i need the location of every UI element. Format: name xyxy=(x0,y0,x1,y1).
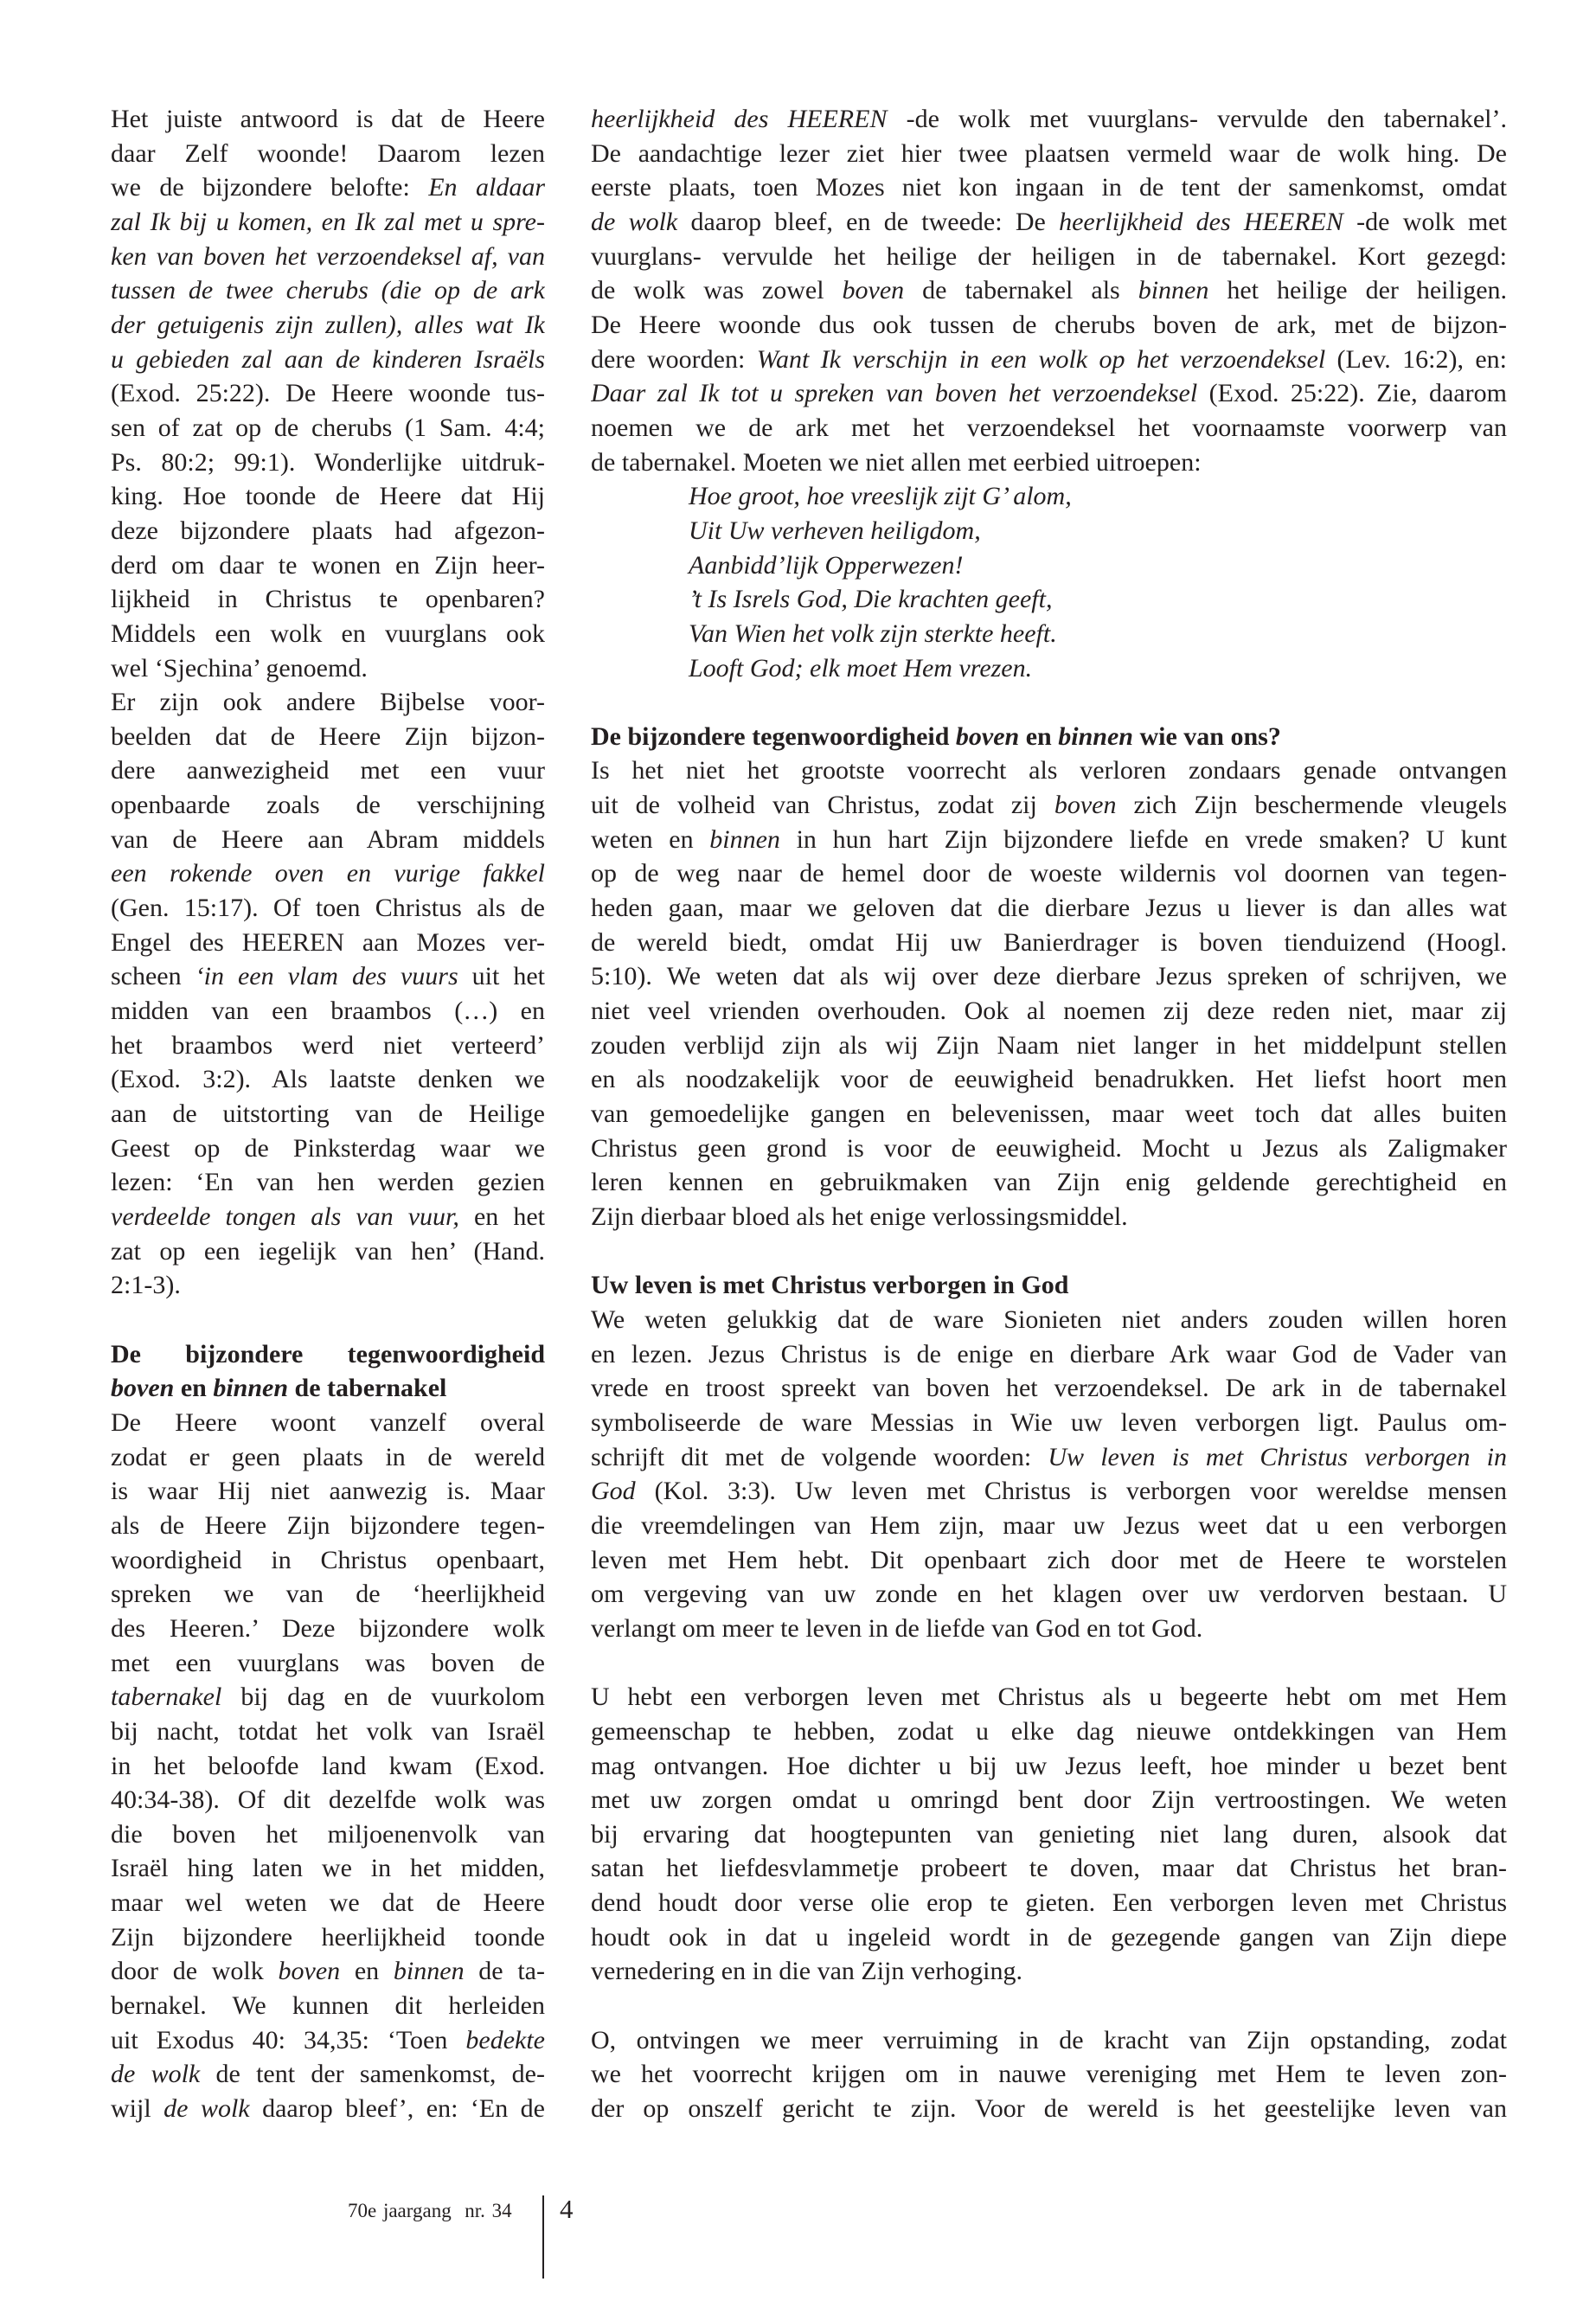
italic-text: God xyxy=(591,1477,636,1506)
text-line xyxy=(591,1474,1507,1509)
text-run: schrijft dit met de volgende woorden: xyxy=(591,1442,1048,1471)
text-line xyxy=(591,1406,1507,1440)
text-line xyxy=(111,720,545,754)
text-run: uit Exodus 40: 34,35: ‘Toen xyxy=(111,2025,466,2054)
text-line xyxy=(111,926,545,960)
italic-text: boven xyxy=(842,276,905,305)
text-run: maar wel weten we dat de Heere xyxy=(111,1888,545,1918)
text-run: als de Heere Zijn bijzondere tegen- xyxy=(111,1510,545,1540)
text-line xyxy=(591,2057,1507,2092)
text-run: de wereld biedt, omdat Hij uw Banierdrager is boven tienduizend (Hoogl. xyxy=(591,927,1507,957)
text-run: derd om daar te wonen en Zijn heer- xyxy=(111,550,545,580)
text-run: daar Zelf woonde! Daarom lezen xyxy=(111,138,545,168)
poem-line xyxy=(591,479,1507,514)
text-line xyxy=(111,1268,545,1303)
text-run: om vergeving van uw zonde en het klagen over uw verdorven bestaan. U xyxy=(591,1580,1507,1609)
poem-line xyxy=(591,651,1507,686)
text-run: Israël hing laten we in het midden, xyxy=(111,1854,545,1883)
text-run: -de wolk met vuurglans- vervulde den tabernakel’. xyxy=(887,105,1507,133)
italic-text: der getuigenis zijn zullen), alles wat Ik xyxy=(111,310,545,339)
italic-text: zal Ik bij u komen, en Ik zal met u spre- xyxy=(111,207,545,236)
text-line xyxy=(111,1989,545,2023)
text-line xyxy=(111,1440,545,1475)
text-run: we de bijzondere belofte: xyxy=(111,173,429,202)
section-heading-line xyxy=(111,1371,545,1406)
text-run: houdt ook in dat u ingeleid wordt in de gezegende gangen van Zijn diepe xyxy=(591,1922,1507,1952)
text-line xyxy=(111,2092,545,2126)
text-line xyxy=(111,548,545,583)
italic-text: tussen de twee cherubs (die op de ark xyxy=(111,276,545,305)
text-run: Van Wien het volk zijn sterkte heeft. xyxy=(689,619,1057,648)
text-line xyxy=(591,856,1507,891)
text-line xyxy=(111,1577,545,1612)
italic-text: de wolk xyxy=(591,207,678,236)
text-line xyxy=(591,1920,1507,1955)
text-line xyxy=(111,856,545,891)
text-run: vuurglans- vervulde het heilige der heiligen in de tabernakel. Kort gezegd: xyxy=(591,241,1507,271)
text-run: de tabernakel als xyxy=(904,276,1138,305)
italic-text: de wolk xyxy=(111,2060,201,2089)
text-run: vrede en troost spreekt van boven het verzoendeksel. De ark in de tabernakel xyxy=(591,1374,1507,1403)
bold-text: Uw leven is met Christus verborgen in God xyxy=(591,1271,1069,1300)
text-line xyxy=(111,1749,545,1784)
text-run: (Exod. 25:22). Zie, daarom xyxy=(1197,379,1507,408)
text-line xyxy=(111,959,545,994)
text-line xyxy=(111,685,545,720)
text-run: en xyxy=(340,1957,394,1986)
text-line xyxy=(591,926,1507,960)
text-run: van de Heere aan Abram middels xyxy=(111,824,545,854)
italic-text: boven xyxy=(278,1957,341,1986)
text-line xyxy=(111,308,545,343)
text-run: de ta- xyxy=(464,1957,545,1986)
text-line xyxy=(111,1920,545,1955)
text-run: verlangt om meer te leven in de liefde van God en tot God. xyxy=(591,1613,1203,1643)
text-run: wel ‘Sjechina’ genoemd. xyxy=(111,653,368,683)
text-run: Is het niet het grootste voorrecht als verloren zondaars genade ontvangen xyxy=(591,756,1507,785)
text-run: het braambos werd niet verteerd’ xyxy=(111,1030,545,1060)
text-run: Zijn dierbaar bloed als het enige verlossingsmiddel. xyxy=(591,1202,1128,1231)
text-line xyxy=(591,1200,1507,1234)
text-line xyxy=(591,102,1507,137)
text-run: uit het xyxy=(458,962,545,991)
text-run: zich Zijn beschermende vleugels xyxy=(1116,791,1507,820)
text-run: woordigheid in Christus openbaart, xyxy=(111,1545,545,1574)
text-line xyxy=(591,1509,1507,1543)
text-run: satan het liefdesvlammetje probeert te doven, maar dat Christus het bran- xyxy=(591,1854,1507,1883)
italic-text: binnen xyxy=(1138,276,1209,305)
text-run: aan de uitstorting van de Heilige xyxy=(111,1099,545,1129)
text-line xyxy=(591,1165,1507,1200)
text-line xyxy=(111,1097,545,1131)
italic-text: Uw leven is met Christus verborgen in xyxy=(1048,1442,1507,1471)
italic-text: heerlijkheid des HEEREN xyxy=(1059,207,1343,236)
text-run: bij dag en de vuurkolom xyxy=(221,1682,545,1712)
left-column xyxy=(111,102,545,2126)
text-run: Middels een wolk en vuurglans ook xyxy=(111,619,545,648)
text-line xyxy=(591,753,1507,788)
text-run: noemen we de ark met het verzoendeksel het voornaamste voorwerp van xyxy=(591,413,1507,442)
text-run: door de wolk xyxy=(111,1957,279,1986)
italic-text: verdeelde tongen als van vuur, xyxy=(111,1202,459,1231)
italic-text: En aldaar xyxy=(428,173,545,202)
bold-text: boven xyxy=(111,1374,175,1403)
footer-issue-label: 70e jaargang nr. 34 xyxy=(348,2200,512,2221)
text-run: We weten gelukkig dat de ware Sionieten niet anders zouden willen horen xyxy=(591,1304,1507,1334)
text-line xyxy=(591,205,1507,240)
text-line xyxy=(111,1234,545,1269)
text-run: beelden dat de Heere Zijn bijzon- xyxy=(111,721,545,751)
text-run: niet veel vrienden overhouden. Ook al noemen zij deze reden niet, maar zij xyxy=(591,997,1507,1026)
text-line xyxy=(111,617,545,651)
text-line xyxy=(591,1680,1507,1715)
text-line xyxy=(591,273,1507,308)
text-run: der op onszelf gericht te zijn. Voor de wereld is het geestelijke leven van xyxy=(591,2094,1507,2124)
text-line xyxy=(111,582,545,617)
bold-text: en xyxy=(174,1374,214,1403)
text-run: wijl xyxy=(111,2094,164,2124)
right-column xyxy=(591,102,1507,2126)
text-run: king. Hoe toonde de Heere dat Hij xyxy=(111,482,545,511)
text-run: 2:1-3). xyxy=(111,1271,181,1300)
text-line xyxy=(111,343,545,377)
text-run: O, ontvingen we meer verruiming in de kracht van Zijn opstanding, zodat xyxy=(591,2025,1507,2054)
text-line xyxy=(591,376,1507,411)
text-line xyxy=(591,1131,1507,1166)
italic-text: binnen xyxy=(393,1957,465,1986)
text-line xyxy=(111,1062,545,1097)
text-line xyxy=(111,1646,545,1681)
text-run: lijkheid in Christus te openbaren? xyxy=(111,585,545,614)
text-line xyxy=(111,891,545,926)
poem-line xyxy=(591,582,1507,617)
bold-text: binnen xyxy=(213,1374,289,1403)
bold-text: wie van ons? xyxy=(1132,721,1281,751)
text-line xyxy=(591,1303,1507,1337)
text-line xyxy=(111,1886,545,1920)
footer-divider xyxy=(542,2195,544,2279)
text-line xyxy=(111,1851,545,1886)
text-line xyxy=(591,994,1507,1029)
text-line xyxy=(591,445,1507,480)
text-line xyxy=(111,1543,545,1578)
text-run: Hoe groot, hoe vreeslijk zijt G’ alom, xyxy=(689,482,1072,511)
text-line xyxy=(591,411,1507,445)
text-run: daarop bleef’, en: ‘En de xyxy=(249,2094,545,2124)
text-run: U hebt een verborgen leven met Christus als u begeerte hebt om met Hem xyxy=(591,1682,1507,1712)
text-run: weten en xyxy=(591,824,710,854)
bold-text: boven xyxy=(955,721,1020,751)
text-run: deze bijzondere plaats had afgezon- xyxy=(111,516,545,545)
text-run: die vreemdelingen van Hem zijn, maar uw Jezus weet dat u een verborgen xyxy=(591,1510,1507,1540)
text-line xyxy=(111,137,545,171)
text-run: des Heeren.’ Deze bijzondere wolk xyxy=(111,1613,545,1643)
text-run: openbaarde zoals de verschijning xyxy=(111,791,545,820)
paragraph-gap xyxy=(591,1646,1507,1681)
text-line xyxy=(111,1680,545,1715)
text-run: we het voorrecht krijgen om in nauwe vereniging met Hem te leven zon- xyxy=(591,2060,1507,2089)
paragraph-gap xyxy=(591,1989,1507,2023)
bold-text: binnen xyxy=(1058,721,1133,751)
italic-text: bedekte xyxy=(465,2025,545,2054)
paragraph-gap xyxy=(591,1234,1507,1269)
text-line xyxy=(111,205,545,240)
text-run: De aandachtige lezer ziet hier twee plaatsen vermeld waar de wolk hing. De xyxy=(591,138,1507,168)
italic-text: een rokende oven en vurige fakkel xyxy=(111,859,545,888)
text-run: de wolk was zowel xyxy=(591,276,843,305)
text-line xyxy=(111,788,545,823)
text-line xyxy=(591,308,1507,343)
text-line xyxy=(111,1783,545,1817)
bold-text: de tabernakel xyxy=(288,1374,447,1403)
italic-text: Want Ik verschijn in een wolk op het verzoendeksel xyxy=(756,344,1326,374)
text-run: leren kennen en gebruikmaken van Zijn enig geldende gerechtigheid en xyxy=(591,1168,1507,1197)
text-run: is waar Hij niet aanwezig is. Maar xyxy=(111,1477,545,1506)
text-run: De Heere woont vanzelf overal xyxy=(111,1407,545,1437)
text-line xyxy=(591,1851,1507,1886)
text-run: lezen: ‘En van hen werden gezien xyxy=(111,1168,545,1197)
text-run: de tabernakel. Moeten we niet allen met eerbied uitroepen: xyxy=(591,447,1202,477)
text-line xyxy=(591,240,1507,274)
text-line xyxy=(591,1612,1507,1646)
text-line xyxy=(111,1954,545,1989)
text-run: ’t Is Isrels God, Die krachten geeft, xyxy=(689,585,1053,614)
text-line xyxy=(111,2023,545,2058)
text-run: scheen xyxy=(111,962,195,991)
text-run: -de wolk met xyxy=(1343,207,1507,236)
bold-text: en xyxy=(1019,721,1059,751)
text-line xyxy=(591,1954,1507,1989)
text-line xyxy=(591,1029,1507,1063)
text-run: sen of zat op de cherubs (1 Sam. 4:4; xyxy=(111,413,545,442)
text-run: het heilige der heiligen. xyxy=(1208,276,1507,305)
text-line xyxy=(591,823,1507,857)
text-run: in hun hart Zijn bijzondere liefde en vrede smaken? U kunt xyxy=(779,824,1507,854)
text-run: (Kol. 3:3). Uw leven met Christus is verborgen voor wereldse mensen xyxy=(635,1477,1507,1506)
text-run: (Exod. 25:22). De Heere woonde tus- xyxy=(111,379,545,408)
text-run: die boven het miljoenenvolk van xyxy=(111,1819,545,1849)
text-line xyxy=(111,994,545,1029)
text-line xyxy=(111,1817,545,1852)
text-run: bij ervaring dat hoogtepunten van genieting niet lang duren, alsook dat xyxy=(591,1819,1507,1849)
text-line xyxy=(111,1029,545,1063)
text-run: midden van een braambos (…) en xyxy=(111,997,545,1026)
text-run: dere aanwezigheid met een vuur xyxy=(111,756,545,785)
text-line xyxy=(111,1165,545,1200)
italic-text: tabernakel xyxy=(111,1682,222,1712)
italic-text: boven xyxy=(1054,791,1117,820)
text-run: zodat er geen plaats in de wereld xyxy=(111,1442,545,1471)
text-run: Ps. 80:2; 99:1). Wonderlijke uitdruk- xyxy=(111,447,545,477)
text-line xyxy=(111,651,545,686)
text-line xyxy=(111,411,545,445)
text-line xyxy=(111,1131,545,1166)
poem-line xyxy=(591,548,1507,583)
text-line xyxy=(111,1406,545,1440)
text-run: vernedering en in die van Zijn verhoging. xyxy=(591,1957,1023,1986)
italic-text: Daar zal Ik tot u spreken van boven het verzoendeksel xyxy=(591,379,1198,408)
text-line xyxy=(591,2092,1507,2126)
text-line xyxy=(111,514,545,548)
text-run: bij nacht, totdat het volk van Israël xyxy=(111,1716,545,1746)
text-run: bernakel. We kunnen dit herleiden xyxy=(111,1991,545,2021)
text-run: en als noodzakelijk voor de eeuwigheid benadrukken. Het liefst hoort men xyxy=(591,1065,1507,1094)
text-run: zat op een iegelijk van hen’ (Hand. xyxy=(111,1236,545,1266)
poem-line xyxy=(591,617,1507,651)
italic-text: u gebieden zal aan de kinderen Israëls xyxy=(111,344,545,374)
italic-text: binnen xyxy=(709,824,780,854)
text-run: Het juiste antwoord is dat de Heere xyxy=(111,105,545,133)
text-line xyxy=(591,2023,1507,2058)
poem-line xyxy=(591,514,1507,548)
text-run: symboliseerde de ware Messias in Wie uw leven verborgen ligt. Paulus om- xyxy=(591,1407,1507,1437)
italic-text: heerlijkheid des HEEREN xyxy=(591,105,888,133)
text-line xyxy=(111,753,545,788)
text-line xyxy=(591,1886,1507,1920)
text-line xyxy=(591,1062,1507,1097)
text-run: met een vuurglans was boven de xyxy=(111,1648,545,1677)
text-line xyxy=(111,376,545,411)
text-line xyxy=(591,1543,1507,1578)
text-run: Zijn bijzondere heerlijkheid toonde xyxy=(111,1922,545,1952)
text-line xyxy=(111,1200,545,1234)
text-run: in het beloofde land kwam (Exod. xyxy=(111,1751,545,1780)
text-run: dere woorden: xyxy=(591,344,757,374)
text-line xyxy=(111,240,545,274)
text-line xyxy=(591,343,1507,377)
text-line xyxy=(591,1440,1507,1475)
paragraph-gap xyxy=(111,1303,545,1337)
text-line xyxy=(591,1817,1507,1852)
text-run: mag ontvangen. Hoe dichter u bij uw Jezus leeft, hoe minder u bezet bent xyxy=(591,1751,1507,1780)
text-run: en het xyxy=(458,1202,545,1231)
text-run: 5:10). We weten dat als wij over deze dierbare Jezus spreken of schrijven, we xyxy=(591,962,1507,991)
text-line xyxy=(591,1783,1507,1817)
text-run: Aanbidd’lijk Opperwezen! xyxy=(689,550,964,580)
text-line xyxy=(591,1097,1507,1131)
text-run: eerste plaats, toen Mozes niet kon ingaan in de tent der samenkomst, omdat xyxy=(591,173,1507,202)
text-run: (Exod. 3:2). Als laatste denken we xyxy=(111,1065,545,1094)
text-line xyxy=(111,102,545,137)
text-line xyxy=(591,1749,1507,1784)
text-run: Geest op de Pinksterdag waar we xyxy=(111,1133,545,1163)
text-line xyxy=(111,479,545,514)
page-number: 4 xyxy=(560,2194,574,2224)
text-run: dend houdt door verse olie erop te gieten. Een verborgen leven met Christus xyxy=(591,1888,1507,1918)
italic-text: ‘in een vlam des vuurs xyxy=(195,962,458,991)
text-run: spreken we van de ‘heerlijkheid xyxy=(111,1580,545,1609)
text-run: Looft God; elk moet Hem vrezen. xyxy=(689,653,1033,683)
text-run: (Gen. 15:17). Of toen Christus als de xyxy=(111,894,545,923)
text-run: uit de volheid van Christus, zodat zij xyxy=(591,791,1054,820)
text-line xyxy=(111,823,545,857)
text-line xyxy=(591,1577,1507,1612)
text-run: de tent der samenkomst, de- xyxy=(200,2060,545,2089)
text-run: Engel des HEEREN aan Mozes ver- xyxy=(111,927,545,957)
text-line xyxy=(111,1509,545,1543)
text-line xyxy=(591,959,1507,994)
text-line xyxy=(111,1612,545,1646)
text-run: 40:34-38). Of dit dezelfde wolk was xyxy=(111,1785,545,1815)
text-line xyxy=(111,1715,545,1749)
text-line xyxy=(591,170,1507,205)
text-run: met uw zorgen omdat u omringd bent door Zijn vertroostingen. We weten xyxy=(591,1785,1507,1815)
text-line xyxy=(111,445,545,480)
text-run: (Lev. 16:2), en: xyxy=(1325,344,1507,374)
italic-text: ken van boven het verzoendeksel af, van xyxy=(111,241,545,271)
bold-text: De bijzondere tegenwoordigheid xyxy=(111,1339,545,1368)
text-run: heden gaan, maar we geloven dat die dierbare Jezus u liever is dan alles wat xyxy=(591,894,1507,923)
bold-text: De bijzondere tegenwoordigheid xyxy=(591,721,956,751)
text-line xyxy=(111,273,545,308)
text-line xyxy=(591,137,1507,171)
paragraph-gap xyxy=(591,685,1507,720)
section-heading-line xyxy=(111,1337,545,1372)
text-run: De Heere woonde dus ook tussen de cherubs boven de ark, met de bijzon- xyxy=(591,310,1507,339)
text-line xyxy=(591,1371,1507,1406)
section-heading-line xyxy=(591,1268,1507,1303)
text-run: van gemoedelijke gangen en belevenissen, maar weet toch dat alles buiten xyxy=(591,1099,1507,1129)
text-run: en lezen. Jezus Christus is de enige en dierbare Ark waar God de Vader van xyxy=(591,1339,1507,1368)
text-line xyxy=(591,788,1507,823)
italic-text: de wolk xyxy=(163,2094,250,2124)
text-line xyxy=(591,1715,1507,1749)
text-run: gemeenschap te hebben, zodat u elke dag nieuwe ontdekkingen van Hem xyxy=(591,1716,1507,1746)
text-run: Christus geen grond is voor de eeuwigheid. Mocht u Jezus als Zaligmaker xyxy=(591,1133,1507,1163)
text-run: Er zijn ook andere Bijbelse voor- xyxy=(111,688,545,717)
section-heading-line xyxy=(591,720,1507,754)
text-line xyxy=(111,1474,545,1509)
text-line xyxy=(591,891,1507,926)
text-run: leven met Hem hebt. Dit openbaart zich door met de Heere te worstelen xyxy=(591,1545,1507,1574)
text-line xyxy=(111,170,545,205)
text-run: daarop bleef, en de tweede: De xyxy=(677,207,1060,236)
text-run: zouden verblijd zijn als wij Zijn Naam niet langer in het middelpunt stellen xyxy=(591,1030,1507,1060)
text-line xyxy=(591,1337,1507,1372)
text-run: Uit Uw verheven heiligdom, xyxy=(689,516,981,545)
text-line xyxy=(111,2057,545,2092)
text-run: op de weg naar de hemel door de woeste wildernis vol doornen van tegen- xyxy=(591,859,1507,888)
